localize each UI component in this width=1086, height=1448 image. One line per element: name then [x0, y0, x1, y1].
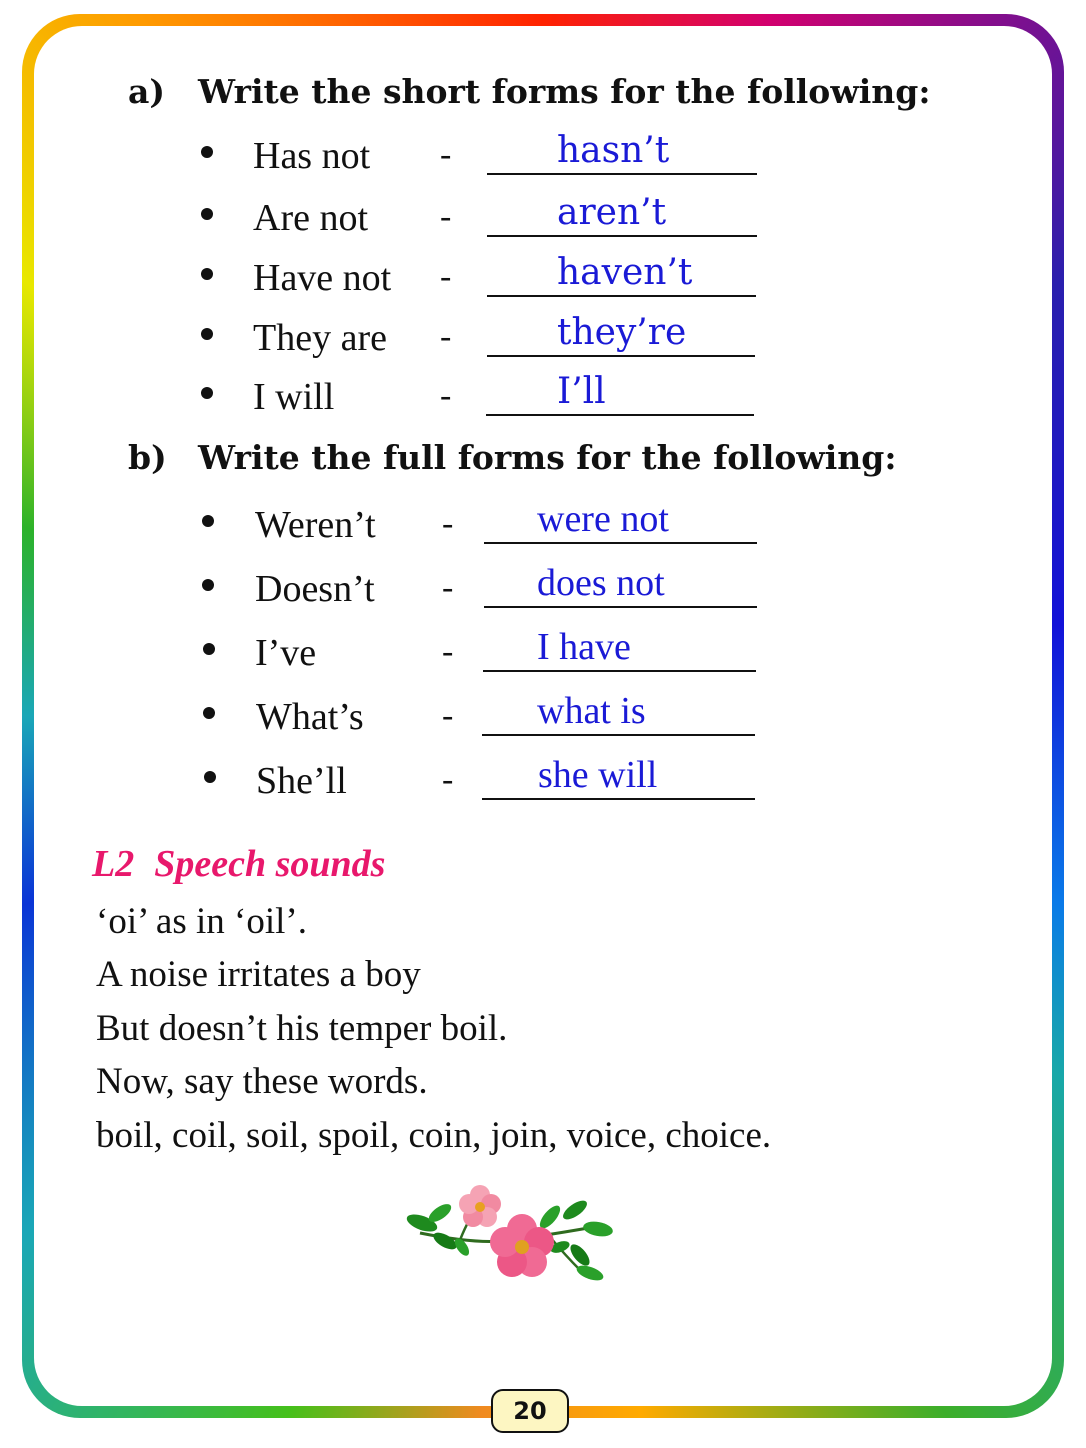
list-item: [0, 687, 1086, 747]
bullet-icon: [202, 515, 214, 527]
item-term: I’ve: [255, 632, 317, 674]
bullet-icon: [201, 387, 213, 399]
item-term: They are: [253, 317, 387, 359]
item-answer: they’re: [557, 312, 687, 353]
item-term: I will: [253, 376, 335, 418]
bullet-icon: [201, 328, 213, 340]
item-answer: I’ll: [557, 371, 606, 412]
answer-line: [486, 414, 754, 416]
item-dash: -: [440, 258, 452, 295]
item-answer: does not: [537, 562, 665, 604]
item-dash: -: [442, 697, 454, 734]
flower-decoration-icon: [400, 1185, 620, 1290]
bullet-icon: [203, 643, 215, 655]
bullet-icon: [204, 771, 216, 783]
list-item: [0, 623, 1086, 683]
answer-line: [484, 542, 757, 544]
list-item: [0, 250, 1086, 310]
item-term: Weren’t: [255, 504, 376, 546]
item-term: Doesn’t: [255, 568, 375, 610]
bullet-icon: [201, 146, 213, 158]
item-dash: -: [442, 761, 454, 798]
lesson-title: Speech sounds: [154, 843, 386, 885]
list-item: [0, 559, 1086, 619]
item-term: What’s: [256, 696, 364, 738]
list-item: [0, 495, 1086, 555]
list-item: [0, 369, 1086, 429]
speech-sounds-title: [92, 842, 385, 886]
answer-line: [487, 355, 755, 357]
section-b-letter: b): [128, 438, 167, 477]
item-answer: I have: [537, 626, 631, 668]
bullet-icon: [201, 208, 213, 220]
item-dash: -: [442, 505, 454, 542]
list-item: [0, 751, 1086, 811]
body-line: ‘oi’ as in ‘oil’.: [96, 901, 307, 942]
item-dash: -: [440, 136, 452, 173]
item-dash: -: [442, 633, 454, 670]
answer-line: [487, 173, 757, 175]
section-a-title: Write the short forms for the following:: [198, 72, 931, 111]
bullet-icon: [203, 707, 215, 719]
list-item: [0, 128, 1086, 188]
item-answer: were not: [537, 498, 669, 540]
answer-line: [482, 798, 755, 800]
answer-line: [482, 734, 755, 736]
section-b-title: Write the full forms for the following:: [198, 438, 897, 477]
bullet-icon: [202, 579, 214, 591]
item-answer: hasn’t: [557, 130, 670, 171]
item-answer: haven’t: [557, 252, 693, 293]
body-line: Now, say these words.: [96, 1061, 428, 1102]
item-dash: -: [440, 377, 452, 414]
item-dash: -: [442, 569, 454, 606]
body-line: A noise irritates a boy: [96, 954, 421, 995]
answer-line: [487, 295, 756, 297]
page-number: 20: [491, 1389, 569, 1433]
bullet-icon: [201, 268, 213, 280]
body-line: But doesn’t his temper boil.: [96, 1008, 508, 1049]
item-term: Are not: [253, 197, 369, 239]
list-item: [0, 190, 1086, 250]
item-answer: aren’t: [557, 192, 667, 233]
answer-line: [483, 670, 756, 672]
item-term: Have not: [253, 257, 392, 299]
item-answer: what is: [537, 690, 646, 732]
item-answer: she will: [538, 754, 658, 796]
item-dash: -: [440, 318, 452, 355]
answer-line: [484, 606, 757, 608]
section-a-letter: a): [128, 72, 165, 111]
body-line: boil, coil, soil, spoil, coin, join, voice, choice.: [96, 1115, 772, 1156]
item-term: She’ll: [256, 760, 347, 802]
list-item: [0, 310, 1086, 370]
item-dash: -: [440, 198, 452, 235]
lesson-number: L2: [92, 843, 135, 885]
item-term: Has not: [253, 135, 371, 177]
answer-line: [487, 235, 757, 237]
